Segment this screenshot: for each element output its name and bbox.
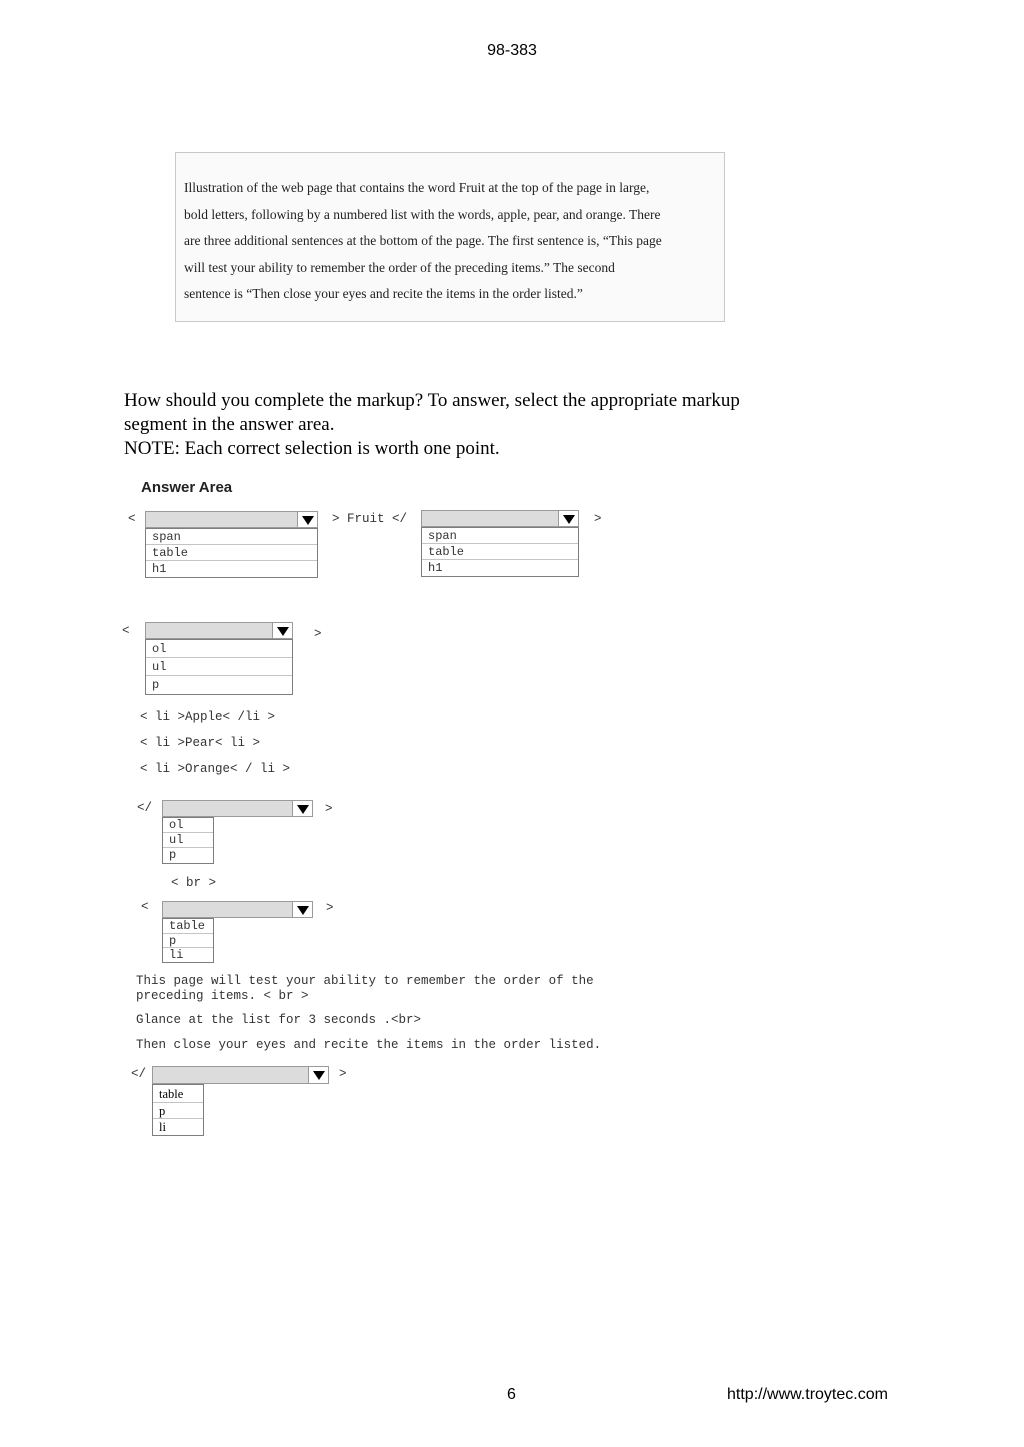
dropdown-paragraph-open[interactable] <box>162 901 313 963</box>
illustration-line: are three additional sentences at the bottom of the page. The first sentence is, “This page <box>184 233 662 248</box>
footer-url[interactable]: http://www.troytec.com <box>727 1386 888 1403</box>
dropdown-option[interactable]: table <box>163 919 213 934</box>
dropdown-header[interactable] <box>145 511 318 528</box>
dropdown-option[interactable]: p <box>152 678 160 692</box>
dropdown-header[interactable] <box>162 800 313 817</box>
dropdown-options <box>145 528 318 578</box>
dropdown-option[interactable]: span <box>146 529 317 545</box>
dropdown-option[interactable]: table <box>153 1085 203 1103</box>
question-text <box>124 389 844 461</box>
dropdown-option[interactable]: ul <box>163 833 213 848</box>
dropdown-arrow-icon[interactable] <box>292 801 312 816</box>
dropdown-list-close[interactable] <box>162 800 313 864</box>
tag-close-bracket: > <box>326 901 334 915</box>
page-header-code: 98-383 <box>487 42 537 59</box>
dropdown-paragraph-close[interactable] <box>152 1066 329 1136</box>
dropdown-arrow-icon[interactable] <box>308 1067 328 1083</box>
tag-close-bracket: > <box>594 512 602 526</box>
illustration-line: bold letters, following by a numbered list with the words, apple, pear, and orange. There <box>184 206 661 222</box>
page-number: 6 <box>507 1386 516 1403</box>
dropdown-header[interactable] <box>421 510 579 527</box>
dropdown-heading-open[interactable] <box>145 511 318 578</box>
dropdown-option[interactable]: p <box>163 934 213 948</box>
question-line: How should you complete the markup? To answer, select the appropriate markup <box>124 390 740 411</box>
br-markup: < br > <box>171 876 217 890</box>
fruit-heading-text: > Fruit </ <box>332 512 408 526</box>
dropdown-option[interactable]: ol <box>146 640 292 658</box>
sentence-markup: preceding items. < br > <box>136 989 309 1003</box>
dropdown-list-open[interactable] <box>145 622 293 695</box>
sentence-markup: Glance at the list for 3 seconds .<br> <box>136 1013 422 1027</box>
dropdown-option[interactable]: ul <box>146 658 292 676</box>
dropdown-options <box>162 918 214 963</box>
list-item-markup: < li >Pear< li > <box>140 736 261 750</box>
dropdown-arrow-icon[interactable] <box>272 623 292 638</box>
question-line: segment in the answer area. <box>124 414 335 435</box>
tag-open-bracket: </ <box>131 1067 147 1081</box>
sentence-markup: Then close your eyes and recite the items in the order listed. <box>136 1038 602 1052</box>
dropdown-option[interactable]: table <box>146 545 317 561</box>
dropdown-option[interactable]: table <box>422 544 578 560</box>
dropdown-heading-close[interactable] <box>421 510 579 577</box>
dropdown-header[interactable] <box>145 622 293 639</box>
tag-open-bracket: < <box>128 512 136 526</box>
illustration-description-box <box>175 152 725 322</box>
question-note: NOTE: Each correct selection is worth one point. <box>124 438 500 459</box>
tag-close-bracket: > <box>314 627 322 641</box>
tag-open-bracket: < <box>141 900 149 914</box>
dropdown-arrow-icon[interactable] <box>558 511 578 526</box>
dropdown-options <box>162 817 214 864</box>
dropdown-option[interactable]: ol <box>163 818 213 833</box>
illustration-line: Illustration of the web page that contains the word Fruit at the top of the page in large, <box>184 180 650 195</box>
sentence-markup: This page will test your ability to remember the order of the <box>136 974 594 988</box>
dropdown-option[interactable]: h1 <box>428 561 443 575</box>
dropdown-header[interactable] <box>162 901 313 918</box>
dropdown-options <box>421 527 579 577</box>
list-item-markup: < li >Apple< /li > <box>140 710 276 724</box>
dropdown-options <box>152 1084 204 1136</box>
dropdown-arrow-icon[interactable] <box>297 512 317 527</box>
dropdown-option[interactable]: p <box>153 1103 203 1119</box>
dropdown-option[interactable]: li <box>169 948 184 962</box>
tag-close-bracket: > <box>339 1067 347 1081</box>
tag-open-bracket: </ <box>137 801 153 815</box>
illustration-line: sentence is “Then close your eyes and recite the items in the order listed.” <box>184 286 583 301</box>
list-item-markup: < li >Orange< / li > <box>140 762 291 776</box>
dropdown-option[interactable]: h1 <box>152 562 167 576</box>
illustration-line: will test your ability to remember the order of the preceding items.” The second <box>184 259 615 275</box>
dropdown-options <box>145 639 293 695</box>
answer-area-title: Answer Area <box>141 479 233 496</box>
dropdown-header[interactable] <box>152 1066 329 1084</box>
dropdown-arrow-icon[interactable] <box>292 902 312 917</box>
dropdown-option[interactable]: p <box>169 848 177 862</box>
dropdown-option[interactable]: li <box>159 1120 166 1134</box>
tag-close-bracket: > <box>325 802 333 816</box>
dropdown-option[interactable]: span <box>422 528 578 544</box>
tag-open-bracket: < <box>122 624 130 638</box>
